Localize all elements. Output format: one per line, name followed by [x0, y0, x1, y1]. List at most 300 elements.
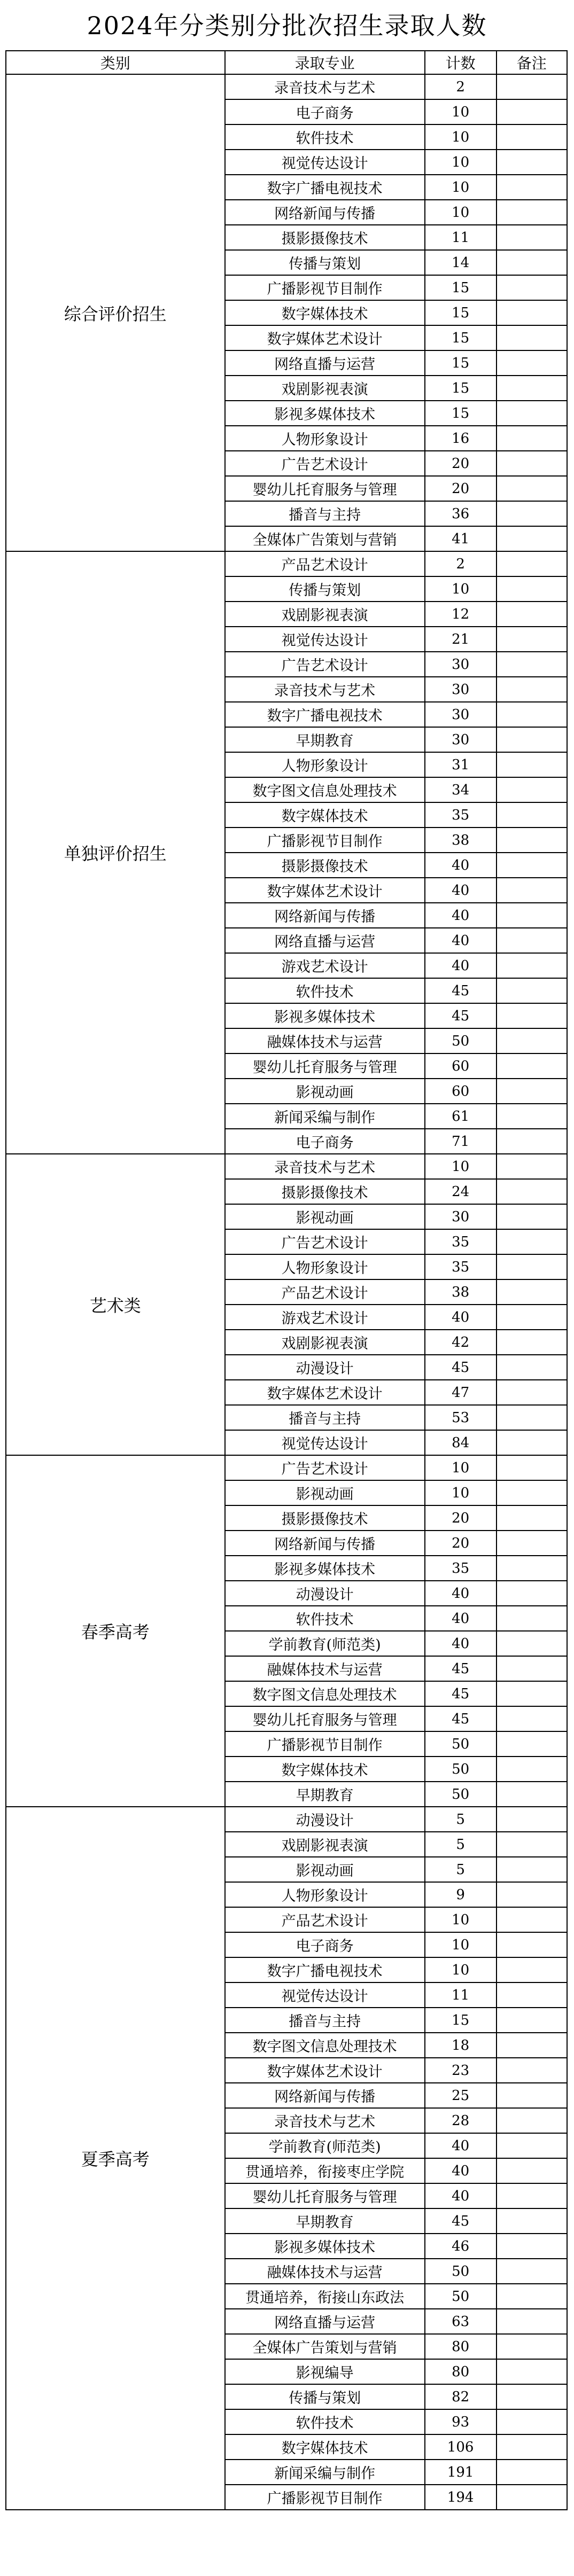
major-cell[interactable]: 婴幼儿托育服务与管理: [225, 2183, 425, 2208]
major-cell[interactable]: 贯通培养，衔接枣庄学院: [225, 2158, 425, 2183]
count-cell[interactable]: 40: [425, 1581, 497, 1606]
count-cell[interactable]: 45: [425, 1706, 497, 1731]
count-cell[interactable]: 10: [425, 200, 497, 225]
note-cell[interactable]: [497, 1330, 567, 1355]
major-cell[interactable]: 录音技术与艺术: [225, 677, 425, 702]
major-cell[interactable]: 软件技术: [225, 2409, 425, 2434]
note-cell[interactable]: [497, 1505, 567, 1531]
major-cell[interactable]: 电子商务: [225, 99, 425, 124]
major-cell[interactable]: 动漫设计: [225, 1807, 425, 1832]
major-cell[interactable]: 网络新闻与传播: [225, 200, 425, 225]
count-cell[interactable]: 30: [425, 677, 497, 702]
major-cell[interactable]: 广告艺术设计: [225, 451, 425, 476]
count-cell[interactable]: 10: [425, 175, 497, 200]
note-cell[interactable]: [497, 1355, 567, 1380]
major-cell[interactable]: 人物形象设计: [225, 752, 425, 777]
count-cell[interactable]: 40: [425, 2183, 497, 2208]
major-cell[interactable]: 产品艺术设计: [225, 1279, 425, 1305]
count-cell[interactable]: 18: [425, 2033, 497, 2058]
note-cell[interactable]: [497, 2108, 567, 2133]
count-cell[interactable]: 50: [425, 1731, 497, 1757]
note-cell[interactable]: [497, 200, 567, 225]
major-cell[interactable]: 传播与策划: [225, 2384, 425, 2409]
count-cell[interactable]: 60: [425, 1053, 497, 1079]
note-cell[interactable]: [497, 275, 567, 300]
count-cell[interactable]: 20: [425, 1531, 497, 1556]
count-cell[interactable]: 25: [425, 2083, 497, 2108]
note-cell[interactable]: [497, 2008, 567, 2033]
note-cell[interactable]: [497, 1782, 567, 1807]
major-cell[interactable]: 人物形象设计: [225, 1254, 425, 1279]
table-row: [6, 1154, 567, 1179]
note-cell[interactable]: [497, 99, 567, 124]
note-cell[interactable]: [497, 1053, 567, 1079]
note-cell[interactable]: [497, 2434, 567, 2460]
count-cell[interactable]: 15: [425, 401, 497, 426]
major-cell[interactable]: 游戏艺术设计: [225, 1305, 425, 1330]
major-cell[interactable]: 早期教育: [225, 1782, 425, 1807]
note-cell[interactable]: [497, 2309, 567, 2334]
major-cell[interactable]: 影视编导: [225, 2359, 425, 2384]
note-cell[interactable]: [497, 1907, 567, 1932]
note-cell[interactable]: [497, 1581, 567, 1606]
count-cell[interactable]: 45: [425, 1681, 497, 1706]
count-cell[interactable]: 42: [425, 1330, 497, 1355]
count-cell[interactable]: 80: [425, 2359, 497, 2384]
note-cell[interactable]: [497, 250, 567, 275]
note-cell[interactable]: [497, 1154, 567, 1179]
major-cell[interactable]: 软件技术: [225, 124, 425, 150]
note-cell[interactable]: [497, 1229, 567, 1254]
note-cell[interactable]: [497, 2158, 567, 2183]
count-cell[interactable]: 10: [425, 1932, 497, 1957]
note-cell[interactable]: [497, 1832, 567, 1857]
count-cell[interactable]: 84: [425, 1430, 497, 1455]
note-cell[interactable]: [497, 1932, 567, 1957]
note-cell[interactable]: [497, 2183, 567, 2208]
count-cell[interactable]: 16: [425, 426, 497, 451]
count-cell[interactable]: 40: [425, 1631, 497, 1656]
major-cell[interactable]: 传播与策划: [225, 250, 425, 275]
count-cell[interactable]: 50: [425, 1782, 497, 1807]
major-cell[interactable]: 学前教育(师范类): [225, 2133, 425, 2158]
count-cell[interactable]: 21: [425, 627, 497, 652]
major-cell[interactable]: 录音技术与艺术: [225, 2108, 425, 2133]
note-cell[interactable]: [497, 1204, 567, 1229]
note-cell[interactable]: [497, 74, 567, 99]
count-cell[interactable]: 61: [425, 1104, 497, 1129]
major-cell[interactable]: 融媒体技术与运营: [225, 1656, 425, 1681]
admission-table: [5, 50, 568, 2510]
count-cell[interactable]: 15: [425, 275, 497, 300]
count-cell[interactable]: 50: [425, 1028, 497, 1053]
count-cell[interactable]: 40: [425, 1606, 497, 1631]
major-cell[interactable]: 数字媒体艺术设计: [225, 2058, 425, 2083]
major-cell[interactable]: 数字媒体技术: [225, 802, 425, 828]
category-cell[interactable]: 春季高考: [6, 1455, 225, 1807]
note-cell[interactable]: [497, 828, 567, 853]
major-cell[interactable]: 视觉传达设计: [225, 1430, 425, 1455]
major-cell[interactable]: 数字广播电视技术: [225, 175, 425, 200]
note-cell[interactable]: [497, 325, 567, 350]
major-cell[interactable]: 网络直播与运营: [225, 350, 425, 376]
major-cell[interactable]: 网络新闻与传播: [225, 1531, 425, 1556]
count-cell[interactable]: 80: [425, 2334, 497, 2359]
major-cell[interactable]: 融媒体技术与运营: [225, 2259, 425, 2284]
count-cell[interactable]: 35: [425, 1556, 497, 1581]
count-cell[interactable]: 93: [425, 2409, 497, 2434]
note-cell[interactable]: [497, 1179, 567, 1204]
major-cell[interactable]: 影视动画: [225, 1857, 425, 1882]
major-cell[interactable]: 网络新闻与传播: [225, 903, 425, 928]
major-cell[interactable]: 人物形象设计: [225, 1882, 425, 1907]
note-cell[interactable]: [497, 124, 567, 150]
count-cell[interactable]: 40: [425, 1305, 497, 1330]
count-cell[interactable]: 15: [425, 2008, 497, 2033]
count-cell[interactable]: 10: [425, 1455, 497, 1480]
note-cell[interactable]: [497, 1279, 567, 1305]
major-cell[interactable]: 数字媒体技术: [225, 1757, 425, 1782]
major-cell[interactable]: 软件技术: [225, 1606, 425, 1631]
count-cell[interactable]: 40: [425, 2133, 497, 2158]
note-cell[interactable]: [497, 1681, 567, 1706]
major-cell[interactable]: 产品艺术设计: [225, 1907, 425, 1932]
count-cell[interactable]: 28: [425, 2108, 497, 2133]
major-cell[interactable]: 影视动画: [225, 1079, 425, 1104]
major-cell[interactable]: 影视多媒体技术: [225, 401, 425, 426]
major-cell[interactable]: 播音与主持: [225, 2008, 425, 2033]
count-cell[interactable]: 191: [425, 2460, 497, 2485]
note-cell[interactable]: [497, 1656, 567, 1681]
count-cell[interactable]: 24: [425, 1179, 497, 1204]
note-cell[interactable]: [497, 501, 567, 526]
major-cell[interactable]: 广告艺术设计: [225, 652, 425, 677]
note-cell[interactable]: [497, 652, 567, 677]
count-cell[interactable]: 53: [425, 1405, 497, 1430]
header-count: 计数: [425, 51, 497, 74]
count-cell[interactable]: 41: [425, 526, 497, 551]
note-cell[interactable]: [497, 1129, 567, 1154]
note-cell[interactable]: [497, 802, 567, 828]
major-cell[interactable]: 电子商务: [225, 1932, 425, 1957]
note-cell[interactable]: [497, 1556, 567, 1581]
note-cell[interactable]: [497, 2409, 567, 2434]
count-cell[interactable]: 35: [425, 1254, 497, 1279]
note-cell[interactable]: [497, 1606, 567, 1631]
note-cell[interactable]: [497, 1957, 567, 1982]
count-cell[interactable]: 194: [425, 2485, 497, 2510]
count-cell[interactable]: 12: [425, 602, 497, 627]
count-cell[interactable]: 46: [425, 2234, 497, 2259]
note-cell[interactable]: [497, 2208, 567, 2234]
note-cell[interactable]: [497, 2485, 567, 2510]
count-cell[interactable]: 50: [425, 1757, 497, 1782]
major-cell[interactable]: 人物形象设计: [225, 426, 425, 451]
major-cell[interactable]: 录音技术与艺术: [225, 1154, 425, 1179]
count-cell[interactable]: 35: [425, 1229, 497, 1254]
major-cell[interactable]: 广播影视节目制作: [225, 1731, 425, 1757]
major-cell[interactable]: 广播影视节目制作: [225, 2485, 425, 2510]
count-cell[interactable]: 20: [425, 476, 497, 501]
note-cell[interactable]: [497, 777, 567, 802]
major-cell[interactable]: 婴幼儿托育服务与管理: [225, 1706, 425, 1731]
note-cell[interactable]: [497, 1254, 567, 1279]
category-cell[interactable]: 艺术类: [6, 1154, 225, 1455]
major-cell[interactable]: 全媒体广告策划与营销: [225, 526, 425, 551]
note-cell[interactable]: [497, 928, 567, 953]
count-cell[interactable]: 20: [425, 1505, 497, 1531]
note-cell[interactable]: [497, 702, 567, 727]
note-cell[interactable]: [497, 401, 567, 426]
note-cell[interactable]: [497, 2359, 567, 2384]
major-cell[interactable]: 戏剧影视表演: [225, 1832, 425, 1857]
note-cell[interactable]: [497, 878, 567, 903]
note-cell[interactable]: [497, 853, 567, 878]
count-cell[interactable]: 40: [425, 903, 497, 928]
note-cell[interactable]: [497, 1857, 567, 1882]
note-cell[interactable]: [497, 2259, 567, 2284]
major-cell[interactable]: 早期教育: [225, 2208, 425, 2234]
note-cell[interactable]: [497, 1380, 567, 1405]
note-cell[interactable]: [497, 350, 567, 376]
note-cell[interactable]: [497, 602, 567, 627]
major-cell[interactable]: 学前教育(师范类): [225, 1631, 425, 1656]
major-cell[interactable]: 婴幼儿托育服务与管理: [225, 476, 425, 501]
count-cell[interactable]: 5: [425, 1832, 497, 1857]
major-cell[interactable]: 数字图文信息处理技术: [225, 777, 425, 802]
major-cell[interactable]: 网络新闻与传播: [225, 2083, 425, 2108]
note-cell[interactable]: [497, 2033, 567, 2058]
note-cell[interactable]: [497, 1757, 567, 1782]
count-cell[interactable]: 2: [425, 74, 497, 99]
note-cell[interactable]: [497, 2284, 567, 2309]
note-cell[interactable]: [497, 1807, 567, 1832]
header-row: [6, 51, 567, 74]
major-cell[interactable]: 动漫设计: [225, 1581, 425, 1606]
count-cell[interactable]: 45: [425, 1656, 497, 1681]
major-cell[interactable]: 数字广播电视技术: [225, 702, 425, 727]
note-cell[interactable]: [497, 2058, 567, 2083]
count-cell[interactable]: 23: [425, 2058, 497, 2083]
major-cell[interactable]: 数字广播电视技术: [225, 1957, 425, 1982]
note-cell[interactable]: [497, 752, 567, 777]
note-cell[interactable]: [497, 1982, 567, 2008]
major-cell[interactable]: 影视多媒体技术: [225, 1003, 425, 1028]
major-cell[interactable]: 传播与策划: [225, 576, 425, 602]
note-cell[interactable]: [497, 2384, 567, 2409]
count-cell[interactable]: 10: [425, 99, 497, 124]
count-cell[interactable]: 30: [425, 652, 497, 677]
note-cell[interactable]: [497, 1305, 567, 1330]
major-cell[interactable]: 数字媒体艺术设计: [225, 325, 425, 350]
count-cell[interactable]: 38: [425, 828, 497, 853]
note-cell[interactable]: [497, 1882, 567, 1907]
note-cell[interactable]: [497, 225, 567, 250]
count-cell[interactable]: 63: [425, 2309, 497, 2334]
count-cell[interactable]: 15: [425, 300, 497, 325]
major-cell[interactable]: 戏剧影视表演: [225, 376, 425, 401]
major-cell[interactable]: 摄影摄像技术: [225, 225, 425, 250]
major-cell[interactable]: 广播影视节目制作: [225, 828, 425, 853]
count-cell[interactable]: 14: [425, 250, 497, 275]
major-cell[interactable]: 摄影摄像技术: [225, 853, 425, 878]
note-cell[interactable]: [497, 2334, 567, 2359]
note-cell[interactable]: [497, 727, 567, 752]
major-cell[interactable]: 视觉传达设计: [225, 627, 425, 652]
major-cell[interactable]: 戏剧影视表演: [225, 602, 425, 627]
major-cell[interactable]: 播音与主持: [225, 501, 425, 526]
count-cell[interactable]: 30: [425, 702, 497, 727]
major-cell[interactable]: 影视动画: [225, 1204, 425, 1229]
count-cell[interactable]: 10: [425, 150, 497, 175]
note-cell[interactable]: [497, 2083, 567, 2108]
note-cell[interactable]: [497, 451, 567, 476]
count-cell[interactable]: 60: [425, 1079, 497, 1104]
note-cell[interactable]: [497, 1631, 567, 1656]
major-cell[interactable]: 新闻采编与制作: [225, 1104, 425, 1129]
note-cell[interactable]: [497, 2133, 567, 2158]
major-cell[interactable]: 广告艺术设计: [225, 1229, 425, 1254]
count-cell[interactable]: 30: [425, 1204, 497, 1229]
major-cell[interactable]: 婴幼儿托育服务与管理: [225, 1053, 425, 1079]
note-cell[interactable]: [497, 1028, 567, 1053]
count-cell[interactable]: 40: [425, 878, 497, 903]
note-cell[interactable]: [497, 1706, 567, 1731]
major-cell[interactable]: 数字图文信息处理技术: [225, 1681, 425, 1706]
count-cell[interactable]: 10: [425, 1154, 497, 1179]
count-cell[interactable]: 35: [425, 802, 497, 828]
major-cell[interactable]: 摄影摄像技术: [225, 1505, 425, 1531]
count-cell[interactable]: 5: [425, 1857, 497, 1882]
count-cell[interactable]: 106: [425, 2434, 497, 2460]
category-cell[interactable]: 夏季高考: [6, 1807, 225, 2510]
note-cell[interactable]: [497, 551, 567, 576]
major-cell[interactable]: 网络直播与运营: [225, 928, 425, 953]
note-cell[interactable]: [497, 426, 567, 451]
note-cell[interactable]: [497, 953, 567, 978]
major-cell[interactable]: 影视多媒体技术: [225, 1556, 425, 1581]
count-cell[interactable]: 50: [425, 2284, 497, 2309]
category-cell[interactable]: 单独评价招生: [6, 551, 225, 1154]
note-cell[interactable]: [497, 903, 567, 928]
count-cell[interactable]: 45: [425, 978, 497, 1003]
note-cell[interactable]: [497, 677, 567, 702]
major-cell[interactable]: 录音技术与艺术: [225, 74, 425, 99]
count-cell[interactable]: 36: [425, 501, 497, 526]
note-cell[interactable]: [497, 576, 567, 602]
note-cell[interactable]: [497, 476, 567, 501]
note-cell[interactable]: [497, 2460, 567, 2485]
note-cell[interactable]: [497, 300, 567, 325]
count-cell[interactable]: 11: [425, 1982, 497, 2008]
major-cell[interactable]: 软件技术: [225, 978, 425, 1003]
count-cell[interactable]: 45: [425, 2208, 497, 2234]
major-cell[interactable]: 广播影视节目制作: [225, 275, 425, 300]
count-cell[interactable]: 30: [425, 727, 497, 752]
major-cell[interactable]: 戏剧影视表演: [225, 1330, 425, 1355]
count-cell[interactable]: 15: [425, 325, 497, 350]
count-cell[interactable]: 9: [425, 1882, 497, 1907]
note-cell[interactable]: [497, 1430, 567, 1455]
major-cell[interactable]: 贯通培养，衔接山东政法: [225, 2284, 425, 2309]
count-cell[interactable]: 31: [425, 752, 497, 777]
major-cell[interactable]: 新闻采编与制作: [225, 2460, 425, 2485]
count-cell[interactable]: 2: [425, 551, 497, 576]
count-cell[interactable]: 50: [425, 2259, 497, 2284]
major-cell[interactable]: 数字媒体艺术设计: [225, 878, 425, 903]
count-cell[interactable]: 10: [425, 576, 497, 602]
note-cell[interactable]: [497, 627, 567, 652]
major-cell[interactable]: 影视多媒体技术: [225, 2234, 425, 2259]
count-cell[interactable]: 45: [425, 1003, 497, 1028]
major-cell[interactable]: 数字媒体技术: [225, 300, 425, 325]
count-cell[interactable]: 10: [425, 1957, 497, 1982]
note-cell[interactable]: [497, 1079, 567, 1104]
count-cell[interactable]: 15: [425, 376, 497, 401]
note-cell[interactable]: [497, 1531, 567, 1556]
major-cell[interactable]: 产品艺术设计: [225, 551, 425, 576]
note-cell[interactable]: [497, 2234, 567, 2259]
major-cell[interactable]: 摄影摄像技术: [225, 1179, 425, 1204]
major-cell[interactable]: 播音与主持: [225, 1405, 425, 1430]
count-cell[interactable]: 10: [425, 1480, 497, 1505]
major-cell[interactable]: 数字媒体艺术设计: [225, 1380, 425, 1405]
note-cell[interactable]: [497, 1455, 567, 1480]
major-cell[interactable]: 电子商务: [225, 1129, 425, 1154]
note-cell[interactable]: [497, 978, 567, 1003]
major-cell[interactable]: 影视动画: [225, 1480, 425, 1505]
note-cell[interactable]: [497, 1731, 567, 1757]
note-cell[interactable]: [497, 1405, 567, 1430]
note-cell[interactable]: [497, 175, 567, 200]
major-cell[interactable]: 游戏艺术设计: [225, 953, 425, 978]
count-cell[interactable]: 71: [425, 1129, 497, 1154]
count-cell[interactable]: 82: [425, 2384, 497, 2409]
major-cell[interactable]: 数字图文信息处理技术: [225, 2033, 425, 2058]
major-cell[interactable]: 网络直播与运营: [225, 2309, 425, 2334]
count-cell[interactable]: 10: [425, 124, 497, 150]
count-cell[interactable]: 45: [425, 1355, 497, 1380]
major-cell[interactable]: 早期教育: [225, 727, 425, 752]
count-cell[interactable]: 38: [425, 1279, 497, 1305]
note-cell[interactable]: [497, 1480, 567, 1505]
count-cell[interactable]: 40: [425, 853, 497, 878]
note-cell[interactable]: [497, 1003, 567, 1028]
category-cell[interactable]: 综合评价招生: [6, 74, 225, 551]
major-cell[interactable]: 动漫设计: [225, 1355, 425, 1380]
count-cell[interactable]: 15: [425, 350, 497, 376]
major-cell[interactable]: 数字媒体技术: [225, 2434, 425, 2460]
count-cell[interactable]: 40: [425, 928, 497, 953]
count-cell[interactable]: 40: [425, 953, 497, 978]
major-cell[interactable]: 融媒体技术与运营: [225, 1028, 425, 1053]
major-cell[interactable]: 全媒体广告策划与营销: [225, 2334, 425, 2359]
major-cell[interactable]: 视觉传达设计: [225, 150, 425, 175]
note-cell[interactable]: [497, 526, 567, 551]
count-cell[interactable]: 47: [425, 1380, 497, 1405]
count-cell[interactable]: 40: [425, 2158, 497, 2183]
count-cell[interactable]: 10: [425, 1907, 497, 1932]
count-cell[interactable]: 34: [425, 777, 497, 802]
count-cell[interactable]: 5: [425, 1807, 497, 1832]
count-cell[interactable]: 20: [425, 451, 497, 476]
count-cell[interactable]: 11: [425, 225, 497, 250]
major-cell[interactable]: 视觉传达设计: [225, 1982, 425, 2008]
major-cell[interactable]: 广告艺术设计: [225, 1455, 425, 1480]
note-cell[interactable]: [497, 1104, 567, 1129]
note-cell[interactable]: [497, 150, 567, 175]
note-cell[interactable]: [497, 376, 567, 401]
